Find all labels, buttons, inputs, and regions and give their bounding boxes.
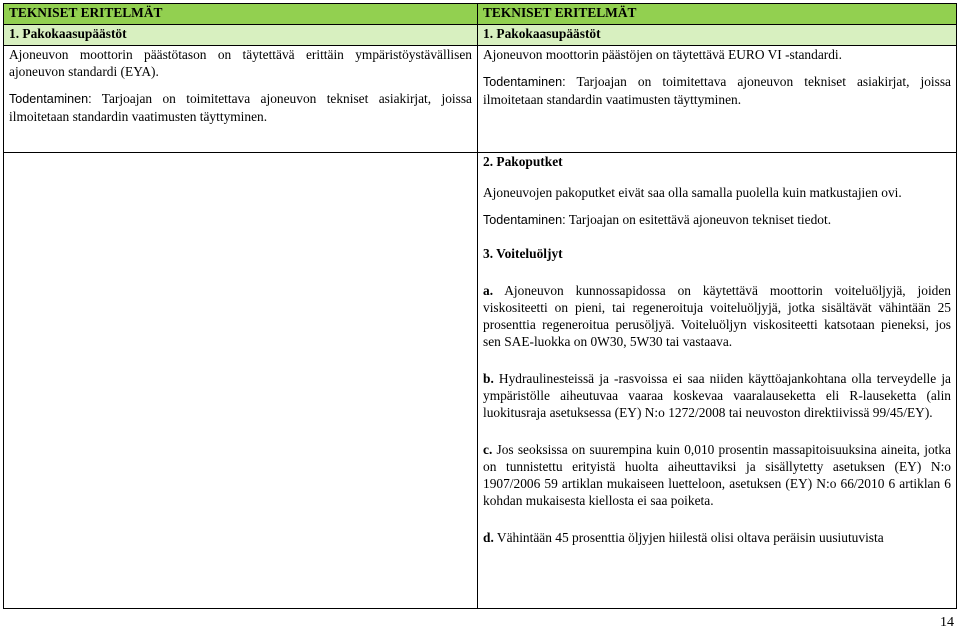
comparison-table <box>3 3 957 609</box>
item-a-label: a. <box>483 283 494 298</box>
section3-item-d <box>483 529 951 546</box>
section-row <box>4 25 957 46</box>
right-verification-text: Tarjoajan on toimitettava ajoneuvon tekniset asiakirjat, joissa ilmoitetaan standardin vaatimusten täyttyminen. <box>483 74 951 107</box>
right-verification <box>483 73 951 108</box>
item-a-text: Ajoneuvon kunnossapidossa on käytettävä moottorin voiteluöljyjä, joiden viskositeetti on pieni, tai regeneroituja voiteluöljyjä, jotka sisältävät vähintään 25 prosenttia regeneroitua perusöljyä. Voiteluöljyn viskositeetti katsotaan pieneksi, jos sen SAE-luokka on 0W30, 5W30 tai vastaava. <box>483 283 951 349</box>
item-c-label: c. <box>483 442 493 457</box>
left-verification-label: Todentaminen: <box>9 92 92 106</box>
section3-item-b <box>483 370 951 421</box>
section2-title: 2. Pakoputket <box>483 154 563 169</box>
right-verification-label: Todentaminen: <box>483 75 566 89</box>
section3-item-c <box>483 441 951 509</box>
left-section-heading: 1. Pakokaasupäästöt <box>4 25 478 46</box>
right-emissions-cell <box>478 46 957 153</box>
left-emissions-cell <box>4 46 478 153</box>
left-title: TEKNISET ERITELMÄT <box>4 4 478 25</box>
section2-verification-label: Todentaminen: <box>483 213 566 227</box>
right-extra-criteria-cell <box>478 153 957 609</box>
right-section-heading: 1. Pakokaasupäästöt <box>478 25 957 46</box>
item-d-text: Vähintään 45 prosenttia öljyjen hiilestä olisi oltava peräisin uusiutuvista <box>493 530 884 545</box>
page-number: 14 <box>940 615 954 630</box>
left-verification <box>9 90 472 125</box>
section2-text: Ajoneuvojen pakoputket eivät saa olla samalla puolella kuin matkustajien ovi. <box>483 185 902 200</box>
right-emissions-text: Ajoneuvon moottorin päästöjen on täytettävä EURO VI -standardi. <box>483 47 842 62</box>
item-b-label: b. <box>483 371 494 386</box>
item-b-text: Hydraulinesteissä ja -rasvoissa ei saa niiden käyttöajankohtana olla terveydelle ja ympäristölle aiheutuvaa vaaraa koskevaa vaaralauseketta eli R-lauseketta (alin luokitusraja asetuksessa (EY) N:o 1272/2008 tai neuvoston direktiivissä 99/45/EY). <box>483 371 951 420</box>
title-row <box>4 4 957 25</box>
left-emissions-text: Ajoneuvon moottorin päästötason on täytettävä erittäin ympäristöystävällisen ajoneuvon standardi (EYA). <box>9 47 472 79</box>
section2-verification <box>483 211 951 229</box>
section3-item-a <box>483 282 951 350</box>
right-title: TEKNISET ERITELMÄT <box>478 4 957 25</box>
section2-verification-text: Tarjoajan on esitettävä ajoneuvon tekniset tiedot. <box>565 212 832 227</box>
item-c-text: Jos seoksissa on suurempina kuin 0,010 prosentin massapitoisuuksina aineita, jotka on tunnistettu erityistä huolta aiheuttaviksi ja sisällytetty asetuksen (EY) N:o 1907/2006 59 artiklan mukaiseen luetteloon, asetuksen (EY) N:o 66/2010 6 artiklan 6 kohdan mukaisesta kiellosta ei saa poiketa. <box>483 442 951 508</box>
left-verification-text: Tarjoajan on toimitettava ajoneuvon tekniset asiakirjat, joissa ilmoitetaan standardin vaatimusten täyttyminen. <box>9 91 472 124</box>
emissions-row <box>4 46 957 153</box>
extra-criteria-row <box>4 153 957 609</box>
left-empty-cell <box>4 153 478 609</box>
section3-title: 3. Voiteluöljyt <box>483 246 563 261</box>
item-d-label: d. <box>483 530 494 545</box>
